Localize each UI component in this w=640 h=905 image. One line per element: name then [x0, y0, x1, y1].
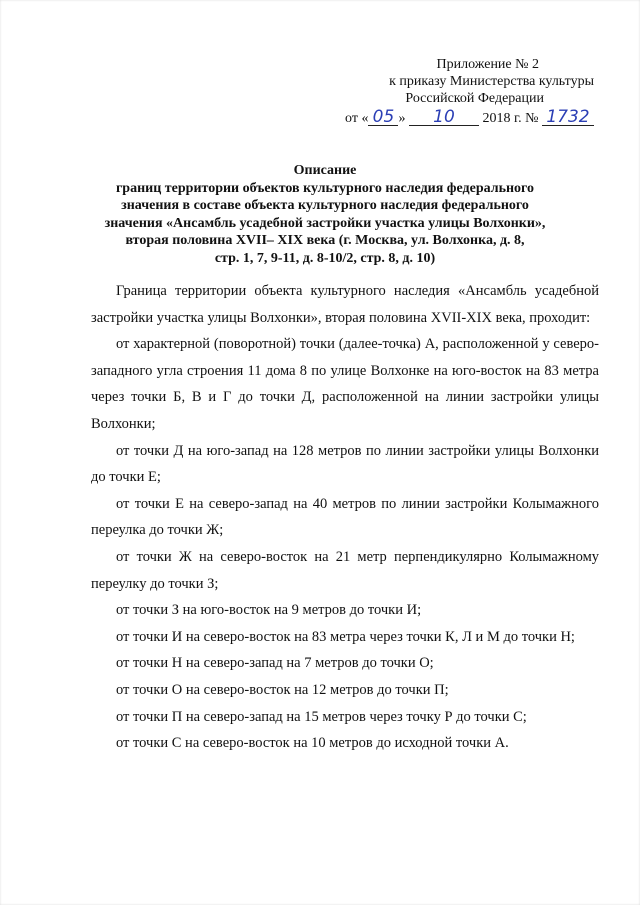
order-year: 2018 г. № — [482, 111, 539, 126]
paragraph-segment: от точки О на северо-восток на 12 метров до точки П; — [116, 681, 449, 698]
order-reference: к приказу Министерства культуры — [389, 74, 594, 89]
order-mid: » — [398, 111, 406, 126]
paragraph-segment: от точки П на северо-запад на 15 метров через точку Р до точки С; — [116, 708, 527, 725]
order-prefix: от « — [345, 111, 369, 126]
paragraph-segment: от характерной (поворотной) точки (далее-точка) А, расположенной у северо-западного угла строения 11 дома 8 по улице Волхонке на юго-восток на 83 метра через точки Б, В и Г до точки Д, расположенной на линии застройки улицы Волхонки; — [91, 336, 599, 432]
appendix-header — [294, 56, 594, 127]
paragraph-segment: от точки Н на северо-запад на 7 метров до точки О; — [116, 655, 434, 672]
appendix-number: Приложение № 2 — [436, 57, 539, 72]
title-line-2: границ территории объектов культурного наследия федерального — [115, 180, 535, 196]
title-line-6: стр. 1, 7, 9-11, д. 8-10/2, стр. 8, д. 10) — [214, 250, 436, 266]
title-line-4: значения «Ансамбль усадебной застройки участка улицы Волхонки», — [104, 215, 546, 231]
boundary-description — [91, 278, 599, 757]
paragraph-segment: от точки Ж на северо-восток на 21 метр перпендикулярно Колымажному переулку до точки З; — [91, 548, 599, 592]
paragraph-segment: от точки З на юго-восток на 9 метров до точки И; — [116, 602, 422, 619]
ministry-country: Российской Федерации — [405, 91, 544, 106]
order-number-handwritten: 1732 — [542, 109, 594, 126]
paragraph-segment: от точки Е на северо-запад на 40 метров по линии застройки Колымажного переулка до точки Ж; — [91, 495, 599, 539]
order-date-line — [294, 109, 594, 127]
order-day-handwritten: 05 — [368, 109, 398, 126]
title-line-3: значения в составе объекта культурного наследия федерального — [121, 198, 529, 213]
paragraph-segment: от точки С на северо-восток на 10 метров до исходной точки А. — [116, 735, 509, 752]
document-title — [60, 162, 590, 267]
title-line-5: вторая половина XVII– XIX века (г. Москва, ул. Волхонка, д. 8, — [125, 233, 525, 248]
order-month-handwritten: 10 — [409, 109, 479, 126]
title-line-1: Описание — [293, 163, 357, 178]
paragraph-segment: от точки И на северо-восток на 83 метра через точки К, Л и М до точки Н; — [116, 628, 575, 645]
paragraph-intro: Граница территории объекта культурного наследия «Ансамбль усадебной застройки участка улицы Волхонки», вторая половина XVII-XIX века, проходит: — [91, 283, 599, 326]
paragraph-segment: от точки Д на юго-запад на 128 метров по линии застройки улицы Волхонки до точки Е; — [91, 442, 599, 486]
